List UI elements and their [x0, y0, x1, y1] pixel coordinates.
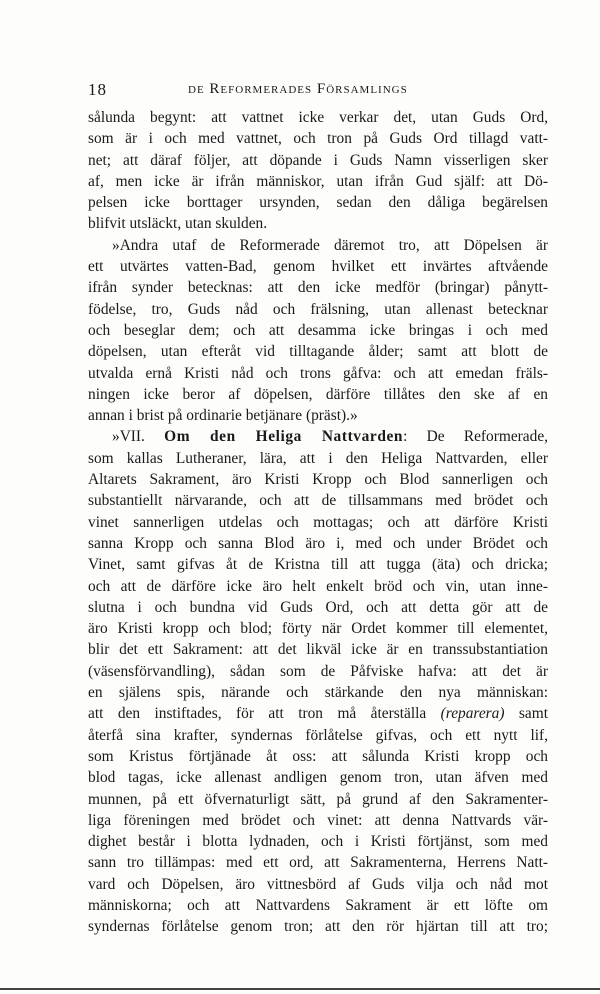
text-line: (väsensförvandling), sådan som de Påfviske hafva: att det är: [88, 662, 548, 680]
text-line: annan i brist på ordinarie betjänare (präst).»: [88, 407, 358, 425]
italic-term-line: [88, 703, 548, 724]
section-number: »VII.: [112, 428, 165, 446]
text-line: vinet sannerligen utdelas och mottagas; och att därföre Kristi: [88, 513, 548, 531]
section-heading-tail: : De Reformerade,: [403, 428, 548, 446]
text-line: människorna; och att Nattvardens Sakrament är ett löfte om: [88, 896, 548, 914]
text-line: vard och Döpelsen, äro vittnesbörd af Guds vilja och nåd mot: [88, 875, 548, 893]
text-line: pelsen icke borttager ursynden, sedan den dåliga begärelsen: [88, 194, 548, 212]
italic-term: (reparera): [440, 705, 505, 723]
text-line: sålunda begynt: att vattnet icke verkar det, utan Guds Ord,: [88, 109, 548, 126]
section-heading: Om den Heliga Nattvarden: [164, 428, 404, 446]
text-line: liga föreningen med brödet och vinet: att denna Nattvards vär-: [88, 811, 548, 829]
text-line: dighet består i blotta lydnaden, och i Kristi förtjänst, som med: [88, 833, 548, 851]
page-header: [88, 80, 548, 102]
text-line: och att de därföre icke äro helt enkelt bröd och vin, utan inne-: [88, 577, 548, 595]
text-line: syndernas förlåtelse genom tron; att den rör hjärtan till att tro;: [88, 918, 548, 936]
text-line: sanna Kropp och sanna Blod äro i, med och under Brödet och: [88, 534, 548, 552]
text-line: ifrån synder betecknas: att den icke medför (bringar) pånytt-: [88, 279, 548, 297]
text-line: ningen icke beror af döpelsen, därföre tillåtes den ske af en: [88, 385, 548, 403]
text-line: substantiellt närvarande, och att de tillsammans med brödet och: [88, 492, 548, 510]
text-line: blod tagas, icke allenast andligen genom tron, utan äfven med: [88, 769, 548, 787]
text-line: sann tro tillämpas: med ett ord, att Sakramenterna, Herrens Natt-: [88, 854, 548, 872]
scan-bottom-edge: [0, 988, 600, 990]
text-line: net; att däraf följer, att döpande i Guds Namn visserligen sker: [88, 151, 548, 169]
text-line: ett utvärtes vatten-Bad, genom hvilket ett invärtes aftvående: [88, 258, 548, 276]
text-line: »Andra utaf de Reformerade däremot tro, att Döpelsen är: [112, 236, 548, 254]
text-line: blir det ett Sakrament: att det likväl icke är en transsubstantiation: [88, 641, 548, 659]
page-number: 18: [88, 80, 107, 99]
text-line: födelse, tro, Guds nåd och frälsning, utan allenast betecknar: [88, 300, 548, 318]
text-line: Altarets Sakrament, äro Kristi Kropp och Blod sannerligen och: [88, 471, 548, 489]
text-line: munnen, på ett öfvernaturligt sätt, på grund af den Sakramenter-: [88, 790, 548, 808]
text-line: slutna i och bundna vid Guds Ord, och att detta gör att de: [88, 598, 548, 616]
text-line: en själens spis, närande och stärkande den nya människan:: [88, 684, 548, 702]
text-line: och beseglar dem; och att desamma icke bringas i och med: [88, 321, 548, 339]
text-line: äro Kristi kropp och blod; förty när Ordet kommer till elementet,: [88, 620, 548, 638]
body-text: [88, 107, 548, 938]
text-segment: att den instiftades, för att tron må återställa: [88, 705, 441, 723]
text-line: blifvit utsläckt, utan skulden.: [88, 215, 268, 233]
text-line: som kallas Lutheraner, lära, att i den Heliga Nattvarden, eller: [88, 449, 548, 467]
text-line: återfå sina krafter, syndernas förlåtelse gifvas, och ett nytt lif,: [88, 726, 548, 744]
text-line: Vinet, samt gifvas åt de Kristna till att tugga (äta) och dricka;: [88, 556, 548, 574]
text-line: som Kristus förtjänade åt oss: att sålunda Kristi kropp och: [88, 747, 548, 765]
text-line: utvalda ernå Kristi nåd och trons gåfva: och att emedan fräls-: [88, 364, 548, 382]
text-segment: samt: [504, 705, 548, 723]
text-line: döpelsen, utan efteråt vid tilltagande ålder; samt att blott de: [88, 343, 548, 361]
section-heading-line: [88, 426, 548, 447]
running-title: de Reformerades Församlings: [188, 81, 408, 97]
text-line: som är i och med vattnet, och tron på Guds Ord tillagd vatt-: [88, 130, 548, 148]
text-line: af, men icke är ifrån människor, utan ifrån Gud själf: att Dö-: [88, 172, 548, 190]
